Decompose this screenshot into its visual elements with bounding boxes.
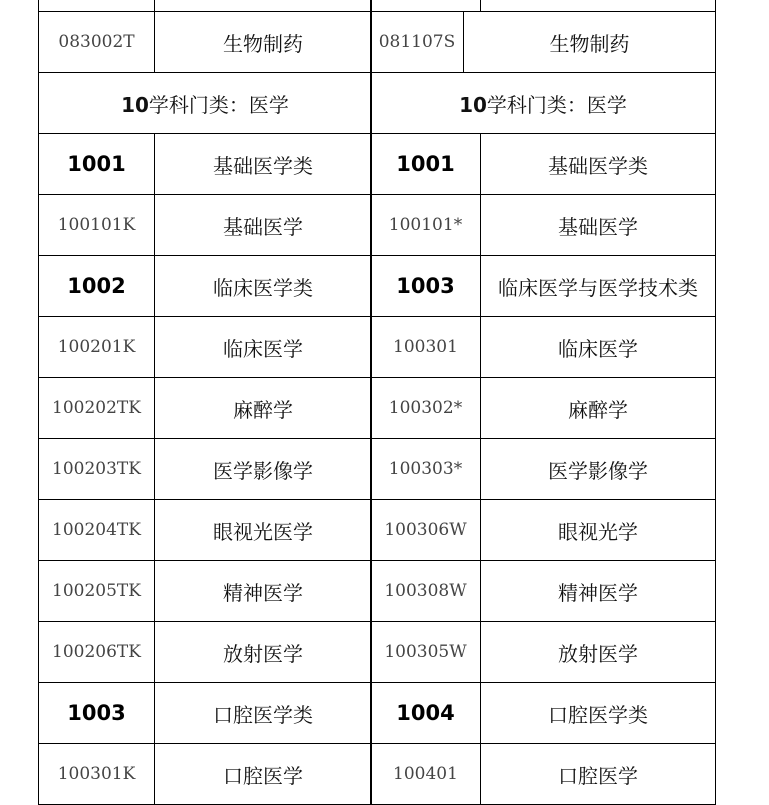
major-code: 100303* xyxy=(371,439,481,500)
right-table xyxy=(370,0,715,805)
major-name: 放射医学 xyxy=(481,622,716,683)
major-code: 100202TK xyxy=(39,378,155,439)
major-name: 临床医学 xyxy=(481,317,716,378)
category-code: 1001 xyxy=(371,134,481,195)
major-code: 100201K xyxy=(39,317,155,378)
category-code: 1003 xyxy=(371,256,481,317)
major-code: 100301K xyxy=(39,744,155,805)
major-code: 100308W xyxy=(371,561,481,622)
table-row xyxy=(371,378,716,439)
table-row xyxy=(371,500,716,561)
major-name: 放射医学 xyxy=(155,622,372,683)
table-row xyxy=(39,744,372,805)
table-row xyxy=(371,744,716,805)
table-cell xyxy=(39,0,155,12)
major-name: 麻醉学 xyxy=(481,378,716,439)
major-code: 100101* xyxy=(371,195,481,256)
table-row xyxy=(371,622,716,683)
category-row xyxy=(39,134,372,195)
table-row xyxy=(39,0,372,12)
major-name: 医学影像学 xyxy=(155,439,372,500)
category-row xyxy=(371,256,716,317)
major-name: 精神医学 xyxy=(481,561,716,622)
major-name: 口腔医学 xyxy=(155,744,372,805)
left-table xyxy=(38,0,371,805)
category-name: 口腔医学类 xyxy=(155,683,372,744)
category-name: 基础医学类 xyxy=(155,134,372,195)
major-code: 100206TK xyxy=(39,622,155,683)
major-name: 眼视光医学 xyxy=(155,500,372,561)
table-row xyxy=(371,0,716,12)
major-name: 基础医学 xyxy=(155,195,372,256)
section-header xyxy=(371,73,716,134)
table-row xyxy=(39,561,372,622)
table-row xyxy=(39,195,372,256)
major-name: 医学影像学 xyxy=(481,439,716,500)
major-code: 100205TK xyxy=(39,561,155,622)
section-number: 10 xyxy=(459,92,487,117)
major-name: 生物制药 xyxy=(464,12,716,73)
category-code: 1004 xyxy=(371,683,481,744)
major-code: 100302* xyxy=(371,378,481,439)
category-name: 临床医学与医学技术类 xyxy=(481,256,716,317)
major-code: 100306W xyxy=(371,500,481,561)
table-cell xyxy=(481,0,716,12)
major-name: 生物制药 xyxy=(155,12,372,73)
major-code: 100305W xyxy=(371,622,481,683)
category-code: 1003 xyxy=(39,683,155,744)
section-header xyxy=(39,73,372,134)
category-name: 基础医学类 xyxy=(481,134,716,195)
major-code: 100204TK xyxy=(39,500,155,561)
table-row xyxy=(39,12,372,73)
major-code: 083002T xyxy=(39,12,155,73)
table-row xyxy=(371,439,716,500)
major-name: 麻醉学 xyxy=(155,378,372,439)
major-code: 081107S xyxy=(371,12,464,73)
major-name: 临床医学 xyxy=(155,317,372,378)
category-name: 临床医学类 xyxy=(155,256,372,317)
major-name: 眼视光学 xyxy=(481,500,716,561)
category-row xyxy=(39,683,372,744)
section-title: 学科门类：医学 xyxy=(148,92,289,117)
major-name: 精神医学 xyxy=(155,561,372,622)
section-title: 学科门类：医学 xyxy=(486,92,627,117)
table-row xyxy=(39,622,372,683)
section-header-row xyxy=(371,73,716,134)
major-code: 100101K xyxy=(39,195,155,256)
category-row xyxy=(371,134,716,195)
table-row xyxy=(371,12,716,73)
table-cell xyxy=(371,0,481,12)
category-row xyxy=(39,256,372,317)
major-code: 100203TK xyxy=(39,439,155,500)
major-name: 基础医学 xyxy=(481,195,716,256)
major-code: 100301 xyxy=(371,317,481,378)
table-row xyxy=(39,317,372,378)
major-name: 口腔医学 xyxy=(481,744,716,805)
section-header-row xyxy=(39,73,372,134)
section-number: 10 xyxy=(121,92,149,117)
table-row xyxy=(39,500,372,561)
major-code: 100401 xyxy=(371,744,481,805)
category-name: 口腔医学类 xyxy=(481,683,716,744)
category-row xyxy=(371,683,716,744)
table-row xyxy=(371,561,716,622)
category-code: 1002 xyxy=(39,256,155,317)
table-row xyxy=(39,378,372,439)
category-code: 1001 xyxy=(39,134,155,195)
table-row xyxy=(371,317,716,378)
table-cell xyxy=(155,0,372,12)
table-row xyxy=(39,439,372,500)
table-row xyxy=(371,195,716,256)
